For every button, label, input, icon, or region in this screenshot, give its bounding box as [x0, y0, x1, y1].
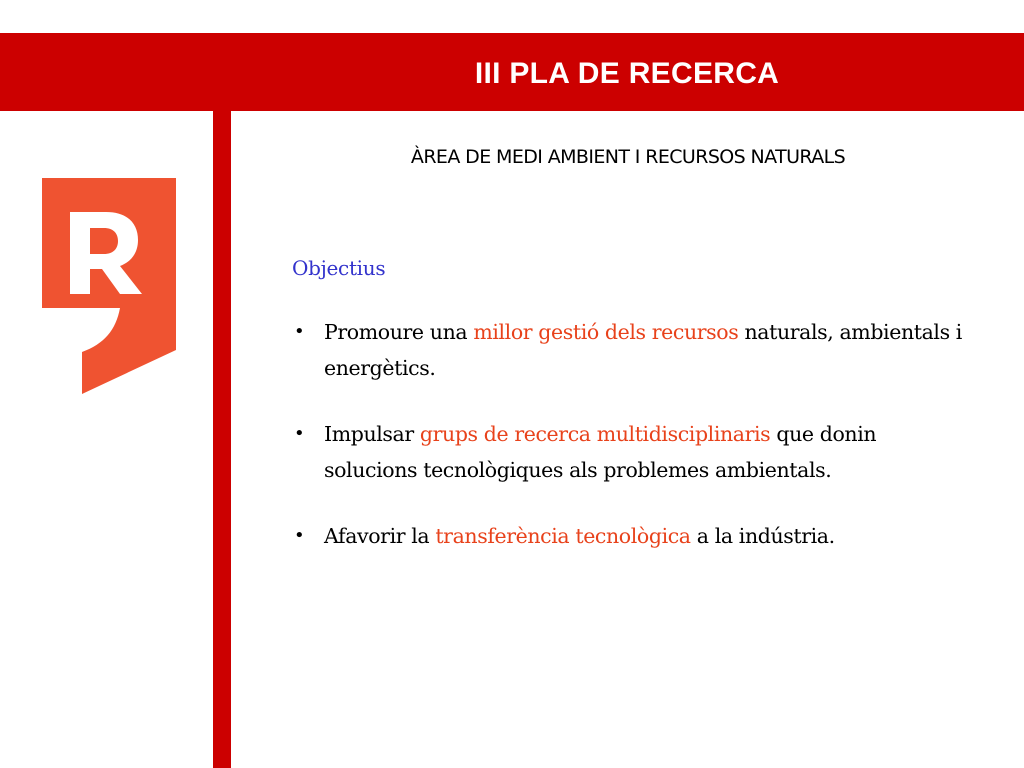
- vertical-divider-bar: [213, 111, 231, 768]
- bullet-dot-icon: •: [294, 423, 305, 444]
- bullet-dot-icon: •: [294, 525, 305, 546]
- bullet-highlight: millor gestió dels recursos: [473, 320, 739, 344]
- bullet-highlight: grups de recerca multidisciplinaris: [419, 422, 771, 446]
- bullet-text: Promoure una: [324, 320, 474, 344]
- logo-shield-shape: [42, 178, 176, 394]
- bullet-text: Impulsar: [324, 422, 420, 446]
- r-logo-icon: [42, 178, 176, 394]
- bullet-text: Afavorir la: [324, 524, 436, 548]
- content-area: [292, 256, 972, 584]
- bullet-highlight: transferència tecnològica: [435, 524, 691, 548]
- slide-title: III PLA DE RECERCA: [474, 57, 780, 90]
- list-item: [292, 518, 972, 554]
- subtitle: ÀREA DE MEDI AMBIENT I RECURSOS NATURALS: [410, 146, 846, 168]
- bullet-dot-icon: •: [294, 321, 305, 342]
- section-heading: Objectius: [292, 256, 386, 280]
- list-item: [292, 314, 972, 386]
- bullet-text: que donin solucions tecnològiques als problemes ambientals.: [324, 422, 877, 482]
- bullet-text: naturals, ambientals i energètics.: [324, 320, 962, 380]
- bullet-text: a la indústria.: [690, 524, 835, 548]
- list-item: [292, 416, 972, 488]
- objectives-list: [292, 314, 972, 554]
